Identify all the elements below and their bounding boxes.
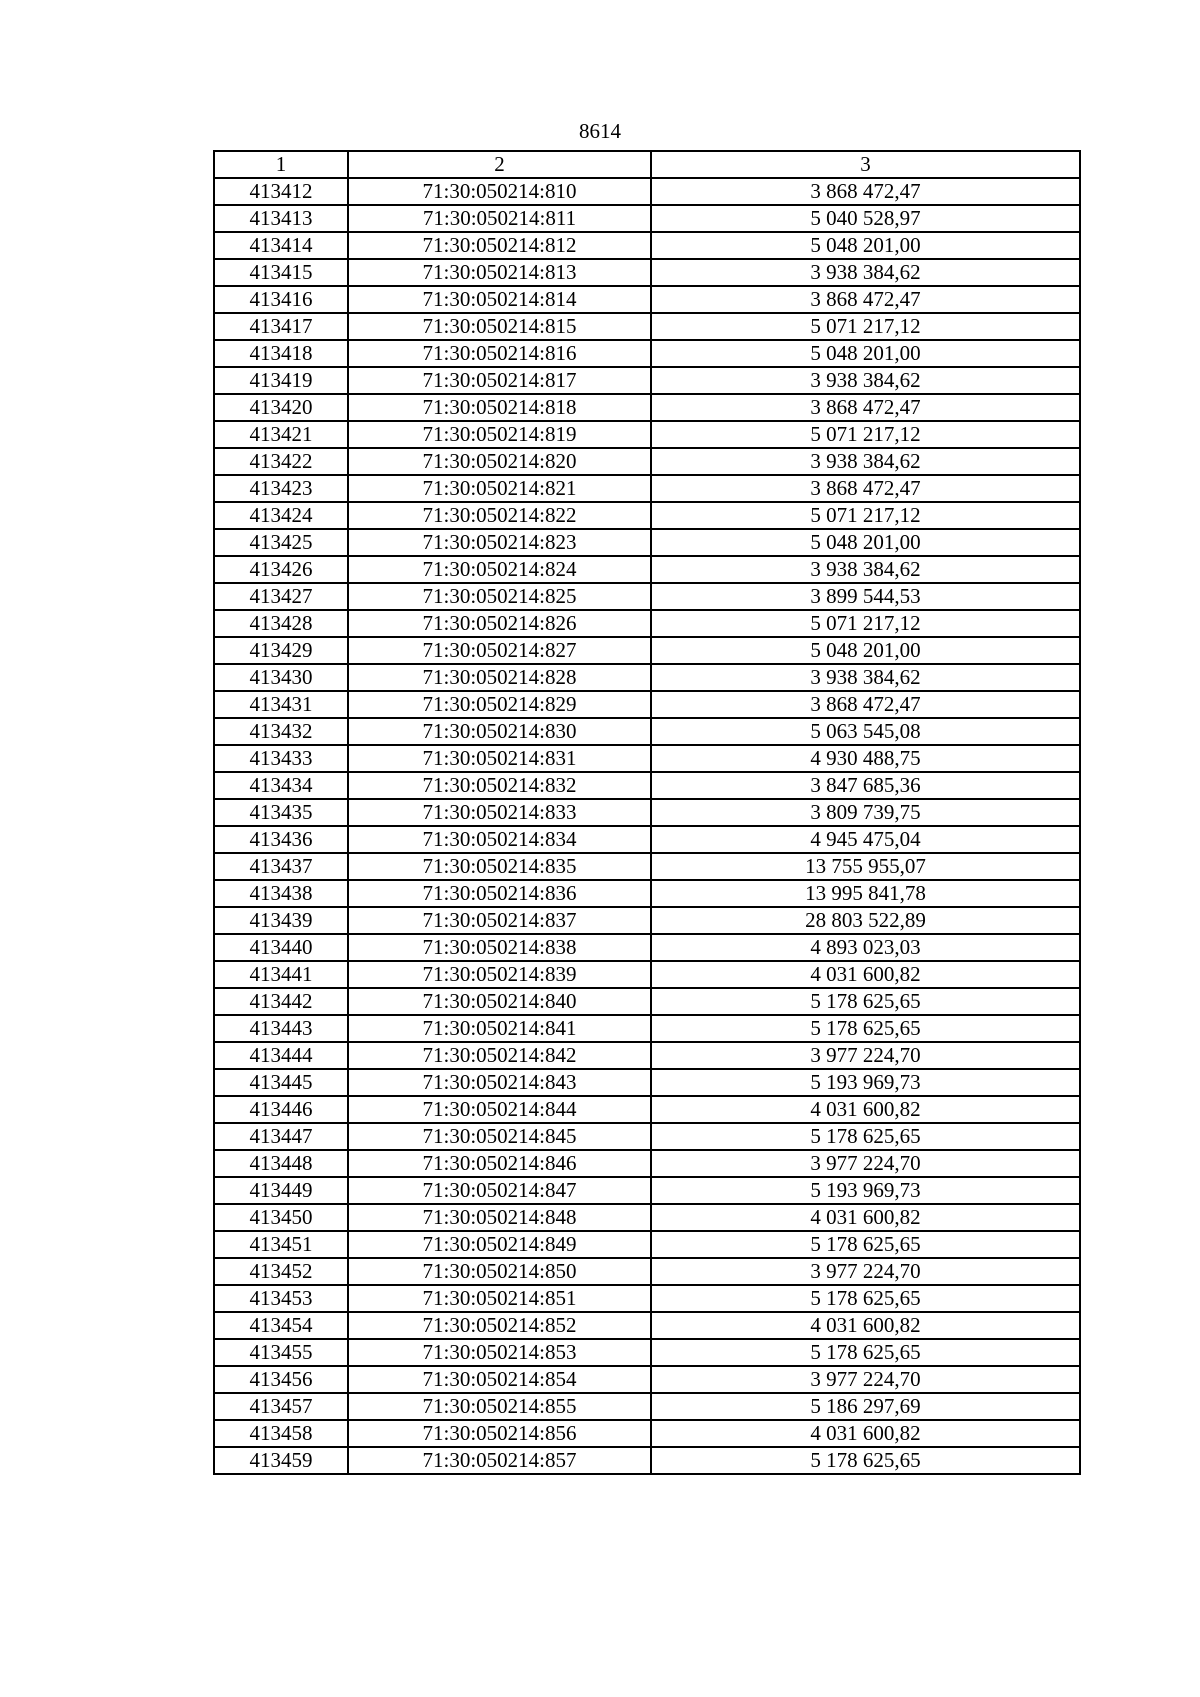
- column-header-3: 3: [651, 151, 1080, 178]
- row-number-cell: 413450: [214, 1204, 348, 1231]
- table-row: [214, 1204, 1080, 1231]
- value-cell: 3 938 384,62: [651, 556, 1080, 583]
- value-cell: 5 193 969,73: [651, 1177, 1080, 1204]
- cadastral-number-cell: 71:30:050214:829: [348, 691, 651, 718]
- value-cell: 5 186 297,69: [651, 1393, 1080, 1420]
- table-row: [214, 556, 1080, 583]
- cadastral-number-cell: 71:30:050214:832: [348, 772, 651, 799]
- row-number-cell: 413454: [214, 1312, 348, 1339]
- cadastral-number-cell: 71:30:050214:852: [348, 1312, 651, 1339]
- row-number-cell: 413432: [214, 718, 348, 745]
- value-cell: 4 945 475,04: [651, 826, 1080, 853]
- cadastral-number-cell: 71:30:050214:851: [348, 1285, 651, 1312]
- value-cell: 5 071 217,12: [651, 610, 1080, 637]
- value-cell: 28 803 522,89: [651, 907, 1080, 934]
- cadastral-number-cell: 71:30:050214:839: [348, 961, 651, 988]
- row-number-cell: 413440: [214, 934, 348, 961]
- value-cell: 3 809 739,75: [651, 799, 1080, 826]
- cadastral-number-cell: 71:30:050214:848: [348, 1204, 651, 1231]
- value-cell: 3 938 384,62: [651, 259, 1080, 286]
- cadastral-number-cell: 71:30:050214:811: [348, 205, 651, 232]
- row-number-cell: 413417: [214, 313, 348, 340]
- cadastral-number-cell: 71:30:050214:834: [348, 826, 651, 853]
- table-row: [214, 313, 1080, 340]
- row-number-cell: 413451: [214, 1231, 348, 1258]
- row-number-cell: 413455: [214, 1339, 348, 1366]
- table-row: [214, 259, 1080, 286]
- cadastral-number-cell: 71:30:050214:825: [348, 583, 651, 610]
- cadastral-number-cell: 71:30:050214:823: [348, 529, 651, 556]
- value-cell: 3 899 544,53: [651, 583, 1080, 610]
- row-number-cell: 413448: [214, 1150, 348, 1177]
- row-number-cell: 413446: [214, 1096, 348, 1123]
- row-number-cell: 413428: [214, 610, 348, 637]
- row-number-cell: 413413: [214, 205, 348, 232]
- value-cell: 3 868 472,47: [651, 475, 1080, 502]
- table-row: [214, 907, 1080, 934]
- cadastral-number-cell: 71:30:050214:814: [348, 286, 651, 313]
- value-cell: 4 031 600,82: [651, 1096, 1080, 1123]
- row-number-cell: 413431: [214, 691, 348, 718]
- cadastral-number-cell: 71:30:050214:813: [348, 259, 651, 286]
- value-cell: 3 938 384,62: [651, 664, 1080, 691]
- table-row: [214, 745, 1080, 772]
- value-cell: 5 178 625,65: [651, 1123, 1080, 1150]
- table-row: [214, 1420, 1080, 1447]
- table-row: [214, 880, 1080, 907]
- cadastral-number-cell: 71:30:050214:817: [348, 367, 651, 394]
- table-row: [214, 367, 1080, 394]
- cadastral-number-cell: 71:30:050214:828: [348, 664, 651, 691]
- value-cell: 5 063 545,08: [651, 718, 1080, 745]
- value-cell: 5 040 528,97: [651, 205, 1080, 232]
- table-row: [214, 1366, 1080, 1393]
- table-row: [214, 1393, 1080, 1420]
- cadastral-number-cell: 71:30:050214:853: [348, 1339, 651, 1366]
- cadastral-number-cell: 71:30:050214:833: [348, 799, 651, 826]
- value-cell: 13 995 841,78: [651, 880, 1080, 907]
- cadastral-number-cell: 71:30:050214:816: [348, 340, 651, 367]
- value-cell: 5 178 625,65: [651, 988, 1080, 1015]
- cadastral-number-cell: 71:30:050214:840: [348, 988, 651, 1015]
- row-number-cell: 413426: [214, 556, 348, 583]
- value-cell: 5 071 217,12: [651, 313, 1080, 340]
- cadastral-number-cell: 71:30:050214:857: [348, 1447, 651, 1474]
- table-row: [214, 961, 1080, 988]
- row-number-cell: 413441: [214, 961, 348, 988]
- value-cell: 3 847 685,36: [651, 772, 1080, 799]
- page-number: 8614: [579, 119, 621, 143]
- column-header-1: 1: [214, 151, 348, 178]
- cadastral-number-cell: 71:30:050214:850: [348, 1258, 651, 1285]
- row-number-cell: 413429: [214, 637, 348, 664]
- value-cell: 5 048 201,00: [651, 637, 1080, 664]
- value-cell: 5 071 217,12: [651, 502, 1080, 529]
- cadastral-number-cell: 71:30:050214:824: [348, 556, 651, 583]
- value-cell: 3 868 472,47: [651, 178, 1080, 205]
- value-cell: 3 938 384,62: [651, 448, 1080, 475]
- cadastral-number-cell: 71:30:050214:843: [348, 1069, 651, 1096]
- table-row: [214, 1042, 1080, 1069]
- cadastral-number-cell: 71:30:050214:819: [348, 421, 651, 448]
- table-row: [214, 1069, 1080, 1096]
- row-number-cell: 413458: [214, 1420, 348, 1447]
- row-number-cell: 413427: [214, 583, 348, 610]
- value-cell: 3 977 224,70: [651, 1150, 1080, 1177]
- row-number-cell: 413449: [214, 1177, 348, 1204]
- table-row: [214, 340, 1080, 367]
- cadastral-number-cell: 71:30:050214:822: [348, 502, 651, 529]
- row-number-cell: 413415: [214, 259, 348, 286]
- value-cell: 4 031 600,82: [651, 961, 1080, 988]
- value-cell: 5 048 201,00: [651, 232, 1080, 259]
- row-number-cell: 413414: [214, 232, 348, 259]
- cadastral-number-cell: 71:30:050214:844: [348, 1096, 651, 1123]
- row-number-cell: 413434: [214, 772, 348, 799]
- cadastral-number-cell: 71:30:050214:815: [348, 313, 651, 340]
- row-number-cell: 413418: [214, 340, 348, 367]
- table-row: [214, 475, 1080, 502]
- table-row: [214, 502, 1080, 529]
- row-number-cell: 413439: [214, 907, 348, 934]
- value-cell: 4 893 023,03: [651, 934, 1080, 961]
- row-number-cell: 413438: [214, 880, 348, 907]
- value-cell: 5 048 201,00: [651, 529, 1080, 556]
- row-number-cell: 413412: [214, 178, 348, 205]
- value-cell: 5 178 625,65: [651, 1447, 1080, 1474]
- table-row: [214, 286, 1080, 313]
- table-row: [214, 1312, 1080, 1339]
- value-cell: 3 868 472,47: [651, 394, 1080, 421]
- row-number-cell: 413430: [214, 664, 348, 691]
- cadastral-number-cell: 71:30:050214:837: [348, 907, 651, 934]
- table-row: [214, 988, 1080, 1015]
- table-row: [214, 1258, 1080, 1285]
- row-number-cell: 413423: [214, 475, 348, 502]
- table-row: [214, 1285, 1080, 1312]
- cadastral-number-cell: 71:30:050214:846: [348, 1150, 651, 1177]
- value-cell: 4 031 600,82: [651, 1312, 1080, 1339]
- row-number-cell: 413453: [214, 1285, 348, 1312]
- row-number-cell: 413443: [214, 1015, 348, 1042]
- table-row: [214, 1096, 1080, 1123]
- table-row: [214, 1447, 1080, 1474]
- cadastral-number-cell: 71:30:050214:845: [348, 1123, 651, 1150]
- table-row: [214, 853, 1080, 880]
- table-row: [214, 232, 1080, 259]
- cadastral-number-cell: 71:30:050214:810: [348, 178, 651, 205]
- value-cell: 13 755 955,07: [651, 853, 1080, 880]
- cadastral-number-cell: 71:30:050214:855: [348, 1393, 651, 1420]
- value-cell: 3 977 224,70: [651, 1366, 1080, 1393]
- table-row: [214, 637, 1080, 664]
- row-number-cell: 413447: [214, 1123, 348, 1150]
- table-row: [214, 421, 1080, 448]
- registry-table: [213, 150, 1081, 1475]
- cadastral-number-cell: 71:30:050214:821: [348, 475, 651, 502]
- table-row: [214, 205, 1080, 232]
- value-cell: 4 031 600,82: [651, 1420, 1080, 1447]
- table-row: [214, 799, 1080, 826]
- value-cell: 5 071 217,12: [651, 421, 1080, 448]
- row-number-cell: 413420: [214, 394, 348, 421]
- row-number-cell: 413422: [214, 448, 348, 475]
- table-row: [214, 691, 1080, 718]
- row-number-cell: 413435: [214, 799, 348, 826]
- row-number-cell: 413433: [214, 745, 348, 772]
- cadastral-number-cell: 71:30:050214:830: [348, 718, 651, 745]
- table-row: [214, 1015, 1080, 1042]
- value-cell: 3 938 384,62: [651, 367, 1080, 394]
- row-number-cell: 413424: [214, 502, 348, 529]
- value-cell: 4 031 600,82: [651, 1204, 1080, 1231]
- cadastral-number-cell: 71:30:050214:838: [348, 934, 651, 961]
- value-cell: 3 868 472,47: [651, 691, 1080, 718]
- column-header-2: 2: [348, 151, 651, 178]
- row-number-cell: 413421: [214, 421, 348, 448]
- cadastral-number-cell: 71:30:050214:849: [348, 1231, 651, 1258]
- row-number-cell: 413459: [214, 1447, 348, 1474]
- value-cell: 3 977 224,70: [651, 1258, 1080, 1285]
- cadastral-number-cell: 71:30:050214:835: [348, 853, 651, 880]
- cadastral-number-cell: 71:30:050214:818: [348, 394, 651, 421]
- row-number-cell: 413437: [214, 853, 348, 880]
- table-row: [214, 610, 1080, 637]
- value-cell: 5 178 625,65: [651, 1339, 1080, 1366]
- table-row: [214, 718, 1080, 745]
- row-number-cell: 413445: [214, 1069, 348, 1096]
- table-row: [214, 178, 1080, 205]
- cadastral-number-cell: 71:30:050214:812: [348, 232, 651, 259]
- table-row: [214, 448, 1080, 475]
- cadastral-number-cell: 71:30:050214:820: [348, 448, 651, 475]
- value-cell: 5 178 625,65: [651, 1285, 1080, 1312]
- cadastral-number-cell: 71:30:050214:831: [348, 745, 651, 772]
- value-cell: 3 868 472,47: [651, 286, 1080, 313]
- table-row: [214, 583, 1080, 610]
- row-number-cell: 413425: [214, 529, 348, 556]
- cadastral-number-cell: 71:30:050214:827: [348, 637, 651, 664]
- table-row: [214, 394, 1080, 421]
- table-row: [214, 1150, 1080, 1177]
- row-number-cell: 413436: [214, 826, 348, 853]
- row-number-cell: 413457: [214, 1393, 348, 1420]
- row-number-cell: 413419: [214, 367, 348, 394]
- table-row: [214, 934, 1080, 961]
- value-cell: 5 193 969,73: [651, 1069, 1080, 1096]
- value-cell: 4 930 488,75: [651, 745, 1080, 772]
- row-number-cell: 413416: [214, 286, 348, 313]
- table-body: [214, 178, 1080, 1474]
- row-number-cell: 413452: [214, 1258, 348, 1285]
- value-cell: 3 977 224,70: [651, 1042, 1080, 1069]
- cadastral-number-cell: 71:30:050214:842: [348, 1042, 651, 1069]
- table-row: [214, 529, 1080, 556]
- table-row: [214, 1177, 1080, 1204]
- cadastral-number-cell: 71:30:050214:847: [348, 1177, 651, 1204]
- table-row: [214, 1123, 1080, 1150]
- table-row: [214, 664, 1080, 691]
- value-cell: 5 178 625,65: [651, 1015, 1080, 1042]
- value-cell: 5 178 625,65: [651, 1231, 1080, 1258]
- row-number-cell: 413456: [214, 1366, 348, 1393]
- table-header-row: [214, 151, 1080, 178]
- value-cell: 5 048 201,00: [651, 340, 1080, 367]
- row-number-cell: 413442: [214, 988, 348, 1015]
- cadastral-number-cell: 71:30:050214:826: [348, 610, 651, 637]
- cadastral-number-cell: 71:30:050214:841: [348, 1015, 651, 1042]
- cadastral-number-cell: 71:30:050214:856: [348, 1420, 651, 1447]
- table-row: [214, 772, 1080, 799]
- cadastral-number-cell: 71:30:050214:836: [348, 880, 651, 907]
- cadastral-number-cell: 71:30:050214:854: [348, 1366, 651, 1393]
- table-row: [214, 826, 1080, 853]
- table-row: [214, 1339, 1080, 1366]
- row-number-cell: 413444: [214, 1042, 348, 1069]
- table-row: [214, 1231, 1080, 1258]
